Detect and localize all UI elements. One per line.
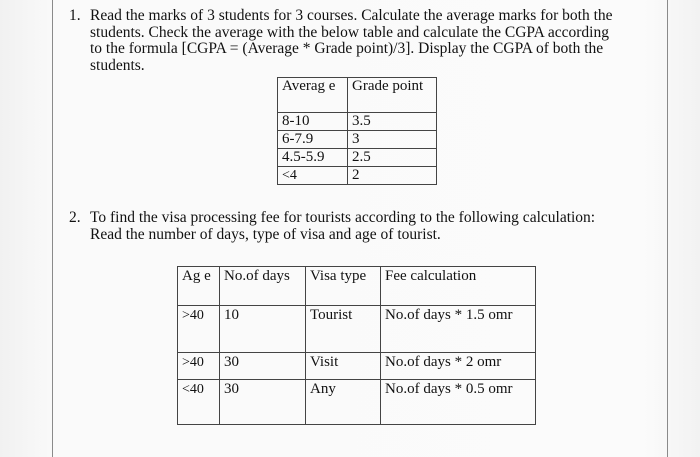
header-age: Ag e [178,267,220,306]
header-visa-type: Visa type [306,267,381,306]
header-days: No.of days [220,267,306,306]
question-1-text [90,8,613,74]
cell-age: <40 [178,380,220,425]
question-2 [69,210,669,246]
cell-days: 30 [220,380,306,425]
cell-age: >40 [178,353,220,380]
cell-age: >40 [178,306,220,353]
question-1-line: Read the marks of 3 students for 3 courses. Calculate the average marks for both the [90,7,613,24]
table-row [178,353,536,380]
cell-average: 8-10 [278,113,348,131]
header-average: Averag e [278,78,348,113]
cell-fee-calculation: No.of days * 0.5 omr [381,380,536,425]
question-1 [69,8,669,78]
table-header-row [178,267,536,306]
cell-average: 6-7.9 [278,131,348,149]
left-margin-line [52,0,53,457]
table-row [278,113,437,131]
table-row [278,167,437,185]
table-row [178,306,536,353]
question-2-line: Read the number of days, type of visa and age of tourist. [90,225,441,243]
cell-days: 30 [220,353,306,380]
table-row [278,149,437,167]
cell-visa-type: Any [306,380,381,425]
question-1-number: 1. [69,7,81,24]
table-row [278,131,437,149]
table-header-row [278,78,437,113]
question-2-number: 2. [69,209,81,226]
header-fee-calculation: Fee calculation [381,267,536,306]
question-2-text [90,210,595,243]
cell-average: 4.5-5.9 [278,149,348,167]
question-1-line: students. Check the average with the below table and calculate the CGPA according [90,23,609,41]
question-1-line: to the formula [CGPA = (Average * Grade point)/3]. Display the CGPA of both the [90,40,604,57]
visa-fee-table [177,266,536,425]
cell-visa-type: Tourist [306,306,381,353]
cell-fee-calculation: No.of days * 1.5 omr [381,306,536,353]
cell-grade-point: 3.5 [348,113,437,131]
question-1-line: students. [90,56,145,74]
grade-point-table [277,77,437,185]
cell-grade-point: 2 [348,167,437,185]
cell-grade-point: 2.5 [348,149,437,167]
question-2-line: To find the visa processing fee for tourists according to the following calculation: [90,209,596,226]
cell-visa-type: Visit [306,353,381,380]
cell-days: 10 [220,306,306,353]
cell-grade-point: 3 [348,131,437,149]
table-row [178,380,536,425]
header-grade-point: Grade point [348,78,437,113]
cell-average: <4 [278,167,348,185]
cell-fee-calculation: No.of days * 2 omr [381,353,536,380]
